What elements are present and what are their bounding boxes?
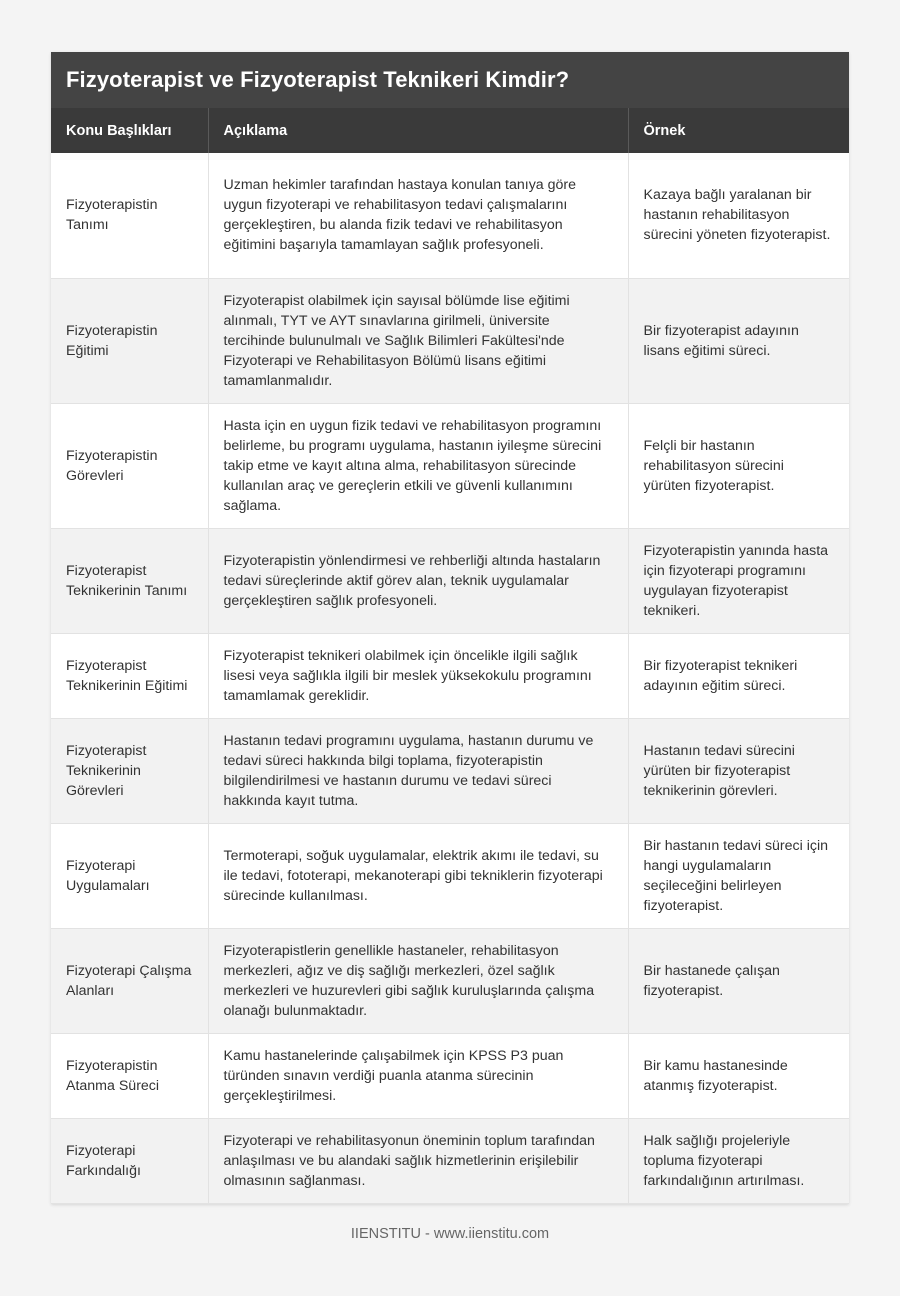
- page-title: Fizyoterapist ve Fizyoterapist Teknikeri Kimdir?: [66, 67, 570, 92]
- content-card: [51, 52, 849, 1204]
- cell-description: Hastanın tedavi programını uygulama, hastanın durumu ve tedavi süreci hakkında bilgi toplama, fizyoterapistin bilgilendirilmesi ve hastanın durumu ve tedavi süreci hakkında kayıt tutma.: [208, 718, 628, 823]
- cell-example: Halk sağlığı projeleriyle topluma fizyoterapi farkındalığının artırılması.: [628, 1118, 849, 1203]
- table-header: [51, 108, 849, 153]
- table-row: [51, 718, 849, 823]
- title-bar: [51, 52, 849, 108]
- cell-topic: Fizyoterapistin Görevleri: [51, 403, 208, 528]
- cell-example: Bir fizyoterapist teknikeri adayının eğitim süreci.: [628, 633, 849, 718]
- table-row: [51, 1033, 849, 1118]
- cell-example: Bir hastanın tedavi süreci için hangi uygulamaların seçileceğini belirleyen fizyoterapist.: [628, 823, 849, 928]
- cell-topic: Fizyoterapistin Tanımı: [51, 153, 208, 278]
- cell-topic: Fizyoterapist Teknikerinin Eğitimi: [51, 633, 208, 718]
- footer-credit: IIENSTITU - www.iienstitu.com: [350, 1226, 550, 1242]
- info-table: [51, 108, 849, 1204]
- column-header-topic: Konu Başlıkları: [51, 108, 208, 153]
- cell-topic: Fizyoterapist Teknikerinin Görevleri: [51, 718, 208, 823]
- cell-example: Felçli bir hastanın rehabilitasyon sürecini yürüten fizyoterapist.: [628, 403, 849, 528]
- cell-topic: Fizyoterapi Uygulamaları: [51, 823, 208, 928]
- cell-description: Fizyoterapistlerin genellikle hastaneler, rehabilitasyon merkezleri, ağız ve diş sağlığı merkezleri, özel sağlık merkezleri ve huzurevleri gibi sağlık kuruluşlarında çalışma olanağı bulunmaktadır.: [208, 928, 628, 1033]
- column-header-example: Örnek: [628, 108, 849, 153]
- cell-topic: Fizyoterapi Farkındalığı: [51, 1118, 208, 1203]
- cell-example: Bir hastanede çalışan fizyoterapist.: [628, 928, 849, 1033]
- cell-description: Termoterapi, soğuk uygulamalar, elektrik akımı ile tedavi, su ile tedavi, fototerapi, mekanoterapi gibi tekniklerin fizyoterapi sürecinde kullanılması.: [208, 823, 628, 928]
- table-row: [51, 153, 849, 278]
- cell-description: Fizyoterapist teknikeri olabilmek için öncelikle ilgili sağlık lisesi veya sağlıkla ilgili bir meslek yüksekokulu programını tamamlamak gereklidir.: [208, 633, 628, 718]
- cell-topic: Fizyoterapistin Eğitimi: [51, 278, 208, 403]
- cell-description: Kamu hastanelerinde çalışabilmek için KPSS P3 puan türünden sınavın verdiği puanla atanma sürecinin gerçekleştirilmesi.: [208, 1033, 628, 1118]
- table-row: [51, 633, 849, 718]
- cell-example: Kazaya bağlı yaralanan bir hastanın rehabilitasyon sürecini yöneten fizyoterapist.: [628, 153, 849, 278]
- table-row: [51, 278, 849, 403]
- table-row: [51, 403, 849, 528]
- table-row: [51, 823, 849, 928]
- cell-example: Bir fizyoterapist adayının lisans eğitimi süreci.: [628, 278, 849, 403]
- cell-example: Hastanın tedavi sürecini yürüten bir fizyoterapist teknikerinin görevleri.: [628, 718, 849, 823]
- cell-description: Hasta için en uygun fizik tedavi ve rehabilitasyon programını belirleme, bu programı uygulama, hastanın iyileşme sürecini takip etme ve kayıt altına alma, rehabilitasyon sürecinde kullanılan araç ve gereçlerin etkili ve güvenli kullanımını sağlama.: [208, 403, 628, 528]
- cell-description: Fizyoterapistin yönlendirmesi ve rehberliği altında hastaların tedavi süreçlerinde aktif görev alan, teknik uygulamalar gerçekleştiren sağlık profesyoneli.: [208, 528, 628, 633]
- cell-description: Uzman hekimler tarafından hastaya konulan tanıya göre uygun fizyoterapi ve rehabilitasyon tedavi çalışmalarını gerçekleştiren, bu alanda fizik tedavi ve rehabilitasyon eğitimini başarıyla tamamlayan sağlık profesyoneli.: [208, 153, 628, 278]
- table-body: [51, 153, 849, 1203]
- table-row: [51, 1118, 849, 1203]
- table-row: [51, 928, 849, 1033]
- table-row: [51, 528, 849, 633]
- cell-topic: Fizyoterapi Çalışma Alanları: [51, 928, 208, 1033]
- cell-description: Fizyoterapist olabilmek için sayısal bölümde lise eğitimi alınmalı, TYT ve AYT sınavlarına girilmeli, üniversite tercihinde bulunulmalı ve Sağlık Bilimleri Fakültesi'nde Fizyoterapi ve Rehabilitasyon Bölümü lisans eğitimi tamamlanmalıdır.: [208, 278, 628, 403]
- cell-example: Bir kamu hastanesinde atanmış fizyoterapist.: [628, 1033, 849, 1118]
- cell-description: Fizyoterapi ve rehabilitasyonun öneminin toplum tarafından anlaşılması ve bu alandaki sağlık hizmetlerinin erişilebilir olmasının sağlanması.: [208, 1118, 628, 1203]
- cell-topic: Fizyoterapist Teknikerinin Tanımı: [51, 528, 208, 633]
- column-header-description: Açıklama: [208, 108, 628, 153]
- cell-topic: Fizyoterapistin Atanma Süreci: [51, 1033, 208, 1118]
- cell-example: Fizyoterapistin yanında hasta için fizyoterapi programını uygulayan fizyoterapist teknikeri.: [628, 528, 849, 633]
- header-row: [51, 108, 849, 153]
